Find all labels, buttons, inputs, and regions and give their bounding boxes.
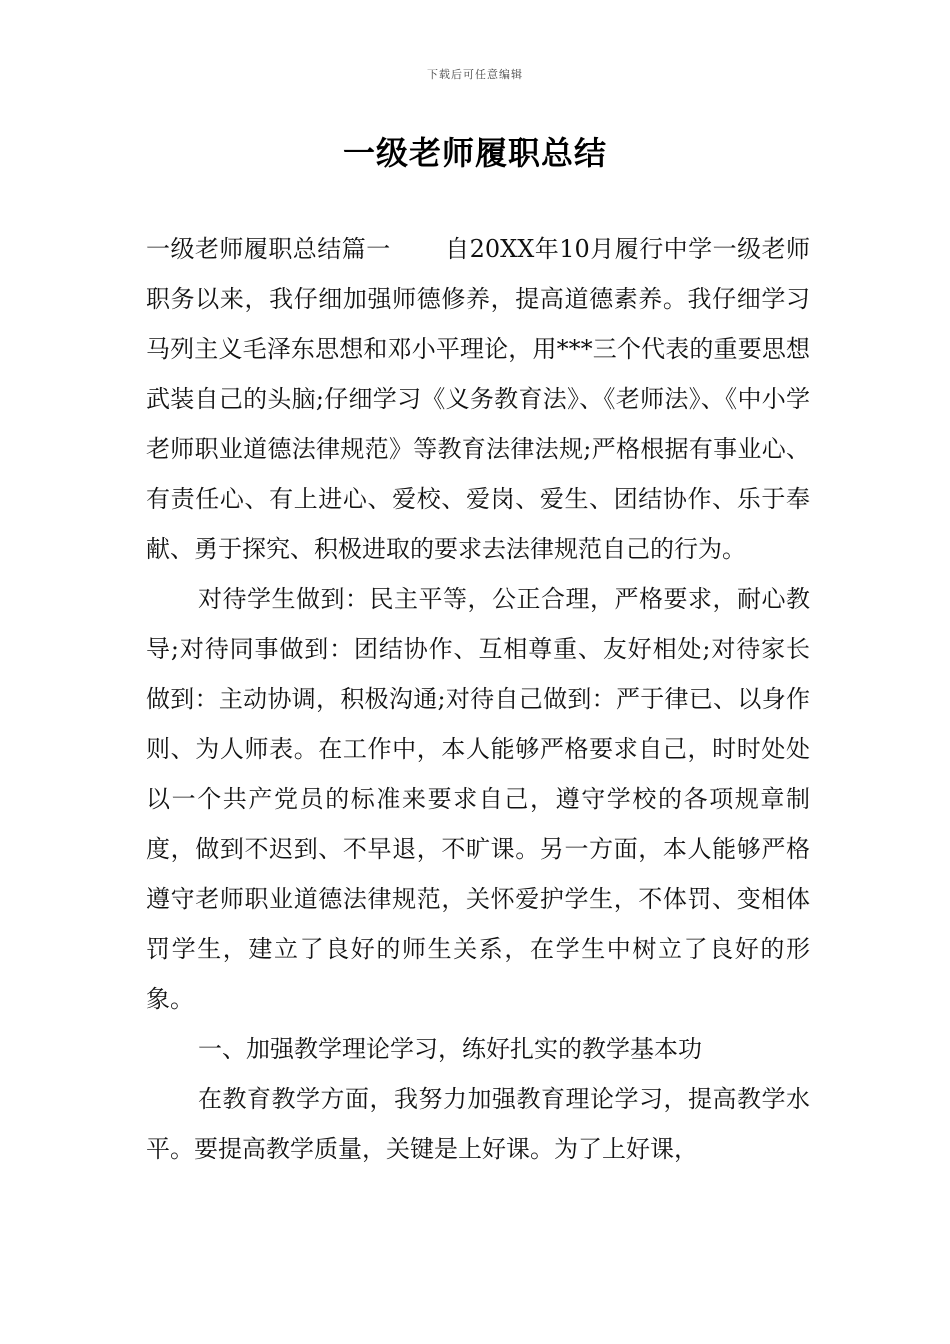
- section-label: 一级老师履职总结篇一: [146, 235, 391, 263]
- paragraph-2: 对待学生做到：民主平等，公正合理，严格要求，耐心教导;对待同事做到：团结协作、互相尊重、友好相处;对待家长做到：主动协调，积极沟通;对待自己做到：严于律已、以身作则、为人师表。在工作中，本人能够严格要求自己，时时处处以一个共产党员的标准来要求自己，遵守学校的各项规章制度，做到不迟到、不早退，不旷课。另一方面，本人能够严格遵守老师职业道德法律规范，关怀爱护学生，不体罚、变相体罚学生，建立了良好的师生关系，在学生中树立了良好的形象。: [146, 585, 810, 1013]
- document-title: 一级老师履职总结: [342, 134, 607, 172]
- header-note: 下载后可任意编辑: [427, 68, 523, 81]
- paragraph-1-text: 自20XX年10月履行中学一级老师职务以来，我仔细加强师德修养，提高道德素养。我仔细学习马列主义毛泽东思想和邓小平理论，用***三个代表的重要思想武装自己的头脑;仔细学习《义务教育法》、《老师法》、《中小学老师职业道德法律规范》等教育法律法规;严格根据有事业心、有责任心、有上进心、爱校、爱岗、爱生、团结协作、乐于奉献、勇于探究、积极进取的要求去法律规范自己的行为。: [146, 235, 811, 563]
- document-body: [146, 224, 810, 1174]
- paragraph-3: 在教育教学方面，我努力加强教育理论学习，提高教学水平。要提高教学质量，关键是上好课。为了上好课，: [146, 1085, 810, 1163]
- paragraph-intro: [146, 224, 810, 574]
- section-heading-1: 一、加强教学理论学习，练好扎实的教学基本功: [198, 1035, 702, 1063]
